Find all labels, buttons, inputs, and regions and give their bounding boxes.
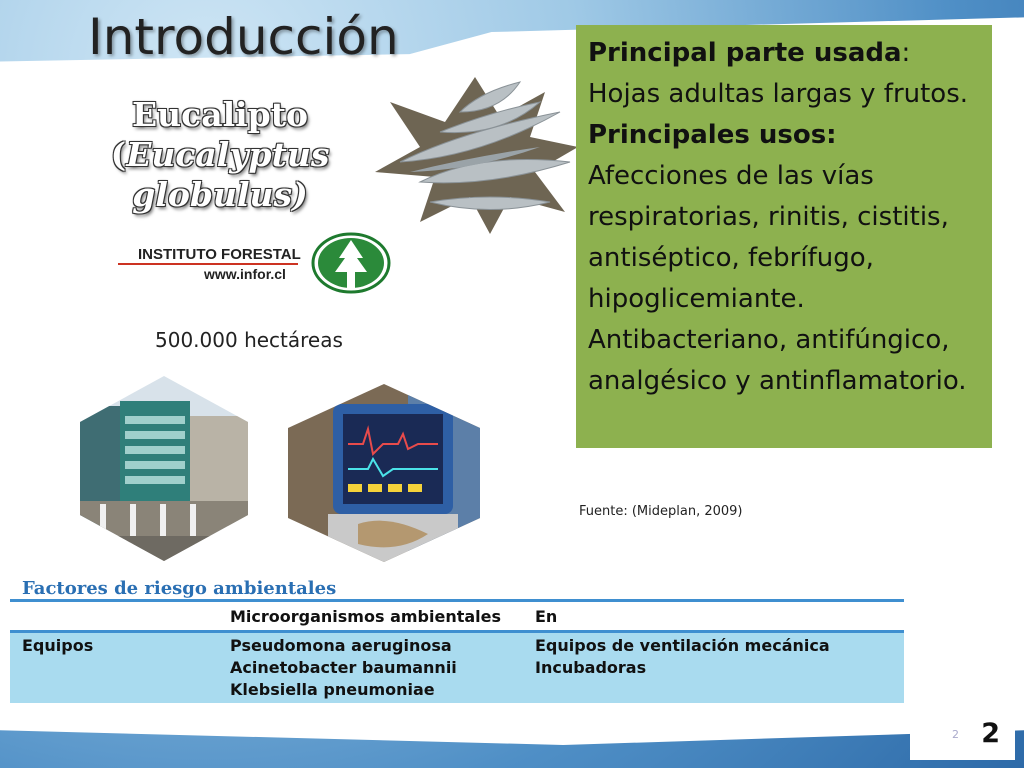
logo-underline (118, 263, 298, 265)
microorganism-item: Klebsiella pneumoniae (230, 680, 435, 699)
page-number: 2 (981, 718, 1000, 749)
eucalyptus-leaves-image (370, 72, 580, 237)
ventilator-photo (288, 384, 480, 562)
subtitle-genus: Eucalyptus (126, 135, 330, 174)
part-label: Principal parte usada (588, 38, 902, 68)
uses-label: Principales usos: (588, 120, 837, 150)
infor-logo (118, 230, 398, 300)
microorganism-item: Pseudomona aeruginosa (230, 636, 452, 655)
risk-table-row (10, 633, 904, 703)
part-value: : Hojas adultas largas y frutos. (588, 38, 969, 109)
subtitle-species: globulus) (132, 175, 308, 214)
page-number-ghost: 2 (952, 728, 959, 741)
risk-factors-table (10, 575, 904, 703)
place-item: Incubadoras (535, 658, 647, 677)
risk-table-header (10, 599, 904, 633)
uses-value: Afecciones de las vías respiratorias, rinitis, cistitis, antiséptico, febrífugo, hipoglicemiante. Antibacteriano, antifúngico, analgésico y antinflamatorio. (588, 161, 967, 396)
tree-emblem-icon (311, 232, 391, 294)
header-en: En (535, 607, 558, 626)
slide-subtitle (30, 95, 410, 215)
plant-info-box (576, 25, 992, 448)
header-microorganisms: Microorganismos ambientales (230, 607, 502, 626)
risk-table-title: Factores de riesgo ambientales (22, 578, 337, 599)
logo-name: INSTITUTO FORESTAL (138, 246, 301, 263)
microorganism-item: Acinetobacter baumannii (230, 658, 457, 677)
place-item: Equipos de ventilación mecánica (535, 636, 830, 655)
slide-title: Introducción (88, 8, 399, 66)
source-citation: Fuente: (Mideplan, 2009) (579, 504, 743, 519)
logo-url: www.infor.cl (204, 266, 286, 282)
row-label: Equipos (22, 636, 94, 655)
subtitle-common-name: Eucalipto ( (110, 95, 309, 174)
building-photo (80, 376, 248, 561)
page-number-box (910, 700, 1015, 760)
hectares-label: 500.000 hectáreas (155, 328, 343, 352)
